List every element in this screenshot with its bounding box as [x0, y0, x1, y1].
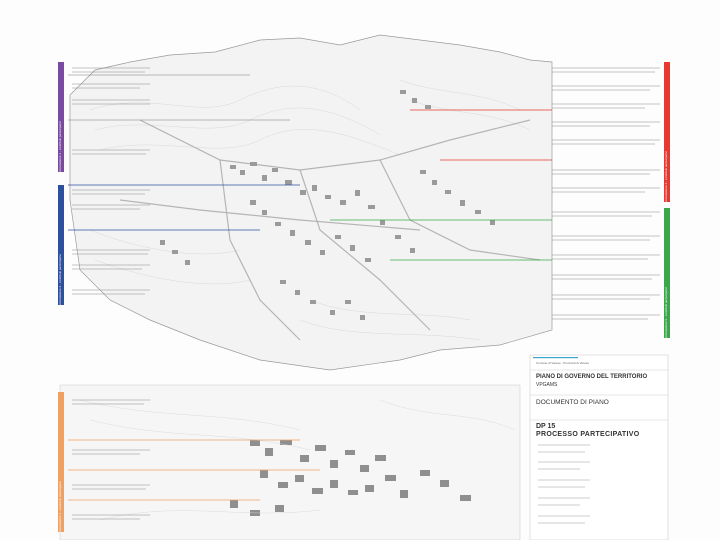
municipality: Comune di Varese · Provincia di Varese [536, 361, 589, 365]
plan-sub: VPGAMS [536, 382, 558, 388]
sheet-code: DP 15 [536, 423, 556, 430]
plan-name: PIANO DI GOVERNO DEL TERRITORIO [536, 374, 648, 380]
band-left-top-label: Annotazione 1 - contributi partecipativi [58, 121, 62, 172]
band-left-bottom-label: Annotazione 3 - contributi partecipativi [58, 481, 62, 532]
band-right-top-label: Annotazione 4 - contributi partecipativi [664, 151, 668, 202]
detail-map-area [60, 385, 520, 540]
title-block-accent [533, 357, 578, 358]
right-annotation-lines [552, 68, 660, 319]
band-right-mid-label: Annotazione 5 - contributi partecipativi [664, 287, 668, 338]
sheet-title: PROCESSO PARTECIPATIVO [536, 431, 640, 438]
doc-type: DOCUMENTO DI PIANO [536, 399, 609, 406]
band-left-mid-label: Annotazione 2 - contributi partecipativi [58, 254, 62, 305]
